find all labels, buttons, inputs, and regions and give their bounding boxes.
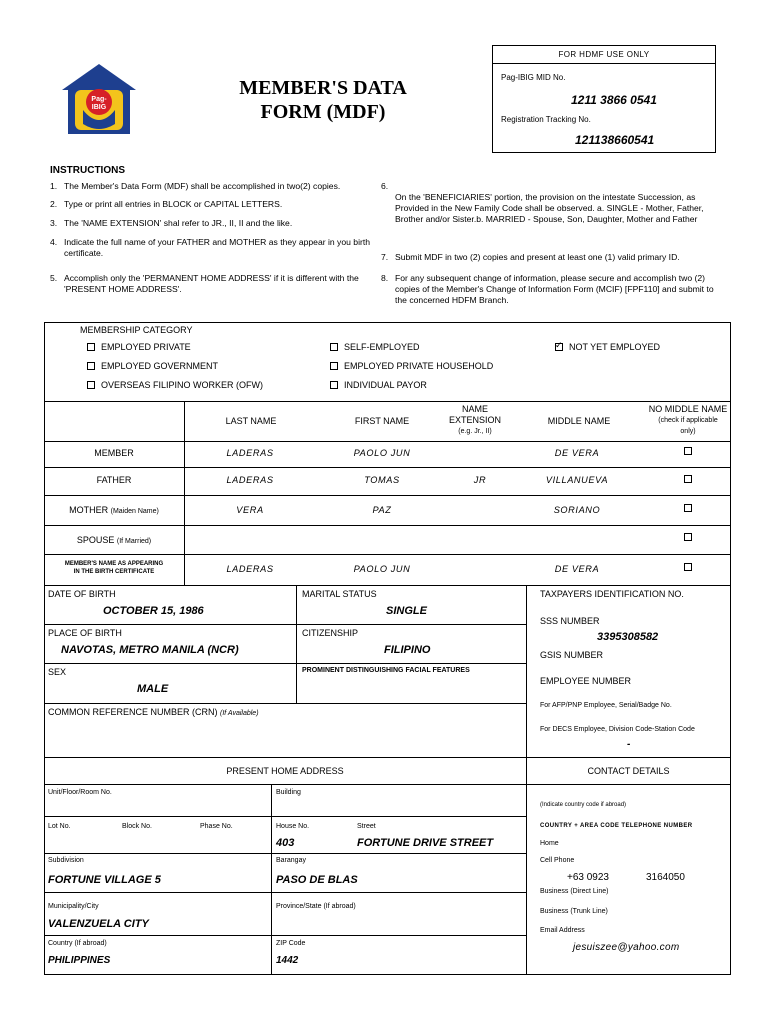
afp-pnp-label: For AFP/PNP Employee, Serial/Badge No.	[540, 702, 672, 709]
pagibig-logo	[58, 60, 140, 140]
block-label: Block No.	[122, 823, 152, 830]
house-value[interactable]: 403	[276, 837, 295, 849]
father-name-extension[interactable]: JR	[473, 475, 487, 485]
employee-number-label: EMPLOYEE NUMBER	[540, 676, 632, 686]
home-phone-label: Home	[540, 840, 559, 847]
contact-note: (Indicate country code if abroad)	[540, 802, 627, 808]
member-last-name[interactable]: LADERAS	[226, 448, 274, 458]
phase-label: Phase No.	[200, 823, 233, 830]
decs-value[interactable]: -	[627, 739, 631, 750]
business-trunk-label: Business (Trunk Line)	[540, 908, 608, 915]
mother-middle-name[interactable]: SORIANO	[553, 505, 601, 515]
header-no-middle-name: NO MIDDLE NAME (check if applicable only)	[648, 404, 728, 435]
father-first-name[interactable]: TOMAS	[364, 475, 400, 485]
instructions-title: INSTRUCTIONS	[50, 165, 125, 176]
svg-text:Pag-: Pag-	[91, 96, 107, 103]
unit-label: Unit/Floor/Room No.	[48, 789, 112, 796]
email-label: Email Address	[540, 927, 585, 934]
birthcert-no-middle-checkbox[interactable]	[684, 563, 692, 571]
mid-label: Pag-IBIG MID No.	[501, 73, 566, 82]
header-name-extension: NAME EXTENSION (e.g. Jr., II)	[448, 404, 501, 435]
row-label-member: MEMBER	[94, 448, 134, 458]
street-label: Street	[357, 823, 376, 830]
hdmf-box-title: FOR HDMF USE ONLY	[493, 46, 715, 64]
pob-value[interactable]: NAVOTAS, METRO MANILA (NCR)	[61, 644, 239, 656]
svg-text:IBIG: IBIG	[91, 104, 107, 111]
cell-phone-label: Cell Phone	[540, 857, 575, 864]
decs-label: For DECS Employee, Division Code-Station Code	[540, 726, 695, 733]
employed-government-checkbox[interactable]	[87, 362, 95, 370]
contact-title: CONTACT DETAILS	[587, 766, 670, 776]
pob-label: PLACE OF BIRTH	[48, 628, 122, 638]
father-middle-name[interactable]: VILLANUEVA	[545, 475, 609, 485]
dob-value[interactable]: OCTOBER 15, 1986	[103, 605, 204, 617]
row-label-mother: MOTHER (Maiden Name)	[69, 505, 159, 515]
tracking-label: Registration Tracking No.	[501, 115, 591, 124]
employed-private-household-checkbox[interactable]	[330, 362, 338, 370]
cell-phone-code[interactable]: +63 0923	[567, 872, 609, 883]
tracking-value: 121138660541	[575, 133, 655, 147]
hdmf-use-only-box	[492, 45, 716, 153]
gsis-label: GSIS NUMBER	[540, 650, 604, 660]
spouse-no-middle-checkbox[interactable]	[684, 533, 692, 541]
zip-label: ZIP Code	[276, 940, 306, 947]
member-first-name[interactable]: PAOLO JUN	[353, 448, 411, 458]
header-first-name: FIRST NAME	[354, 416, 410, 426]
barangay-value[interactable]: PASO DE BLAS	[276, 874, 358, 886]
individual-payor-checkbox[interactable]	[330, 381, 338, 389]
sex-label: SEX	[48, 667, 67, 677]
cell-phone-number[interactable]: 3164050	[646, 872, 685, 883]
option-individual-payor[interactable]: INDIVIDUAL PAYOR	[330, 380, 427, 390]
address-title: PRESENT HOME ADDRESS	[226, 766, 344, 776]
tin-label: TAXPAYERS IDENTIFICATION NO.	[540, 589, 684, 599]
mother-first-name[interactable]: PAZ	[372, 505, 392, 515]
marital-label: MARITAL STATUS	[302, 589, 377, 599]
sex-value[interactable]: MALE	[137, 683, 169, 695]
municipality-value[interactable]: VALENZUELA CITY	[48, 918, 149, 930]
features-label: PROMINENT DISTINGUISHING FACIAL FEATURES	[302, 667, 470, 674]
country-label: Country (If abroad)	[48, 940, 107, 947]
lot-label: Lot No.	[48, 823, 71, 830]
ofw-checkbox[interactable]	[87, 381, 95, 389]
subdivision-value[interactable]: FORTUNE VILLAGE 5	[48, 874, 161, 886]
header-last-name: LAST NAME	[225, 416, 277, 426]
mother-no-middle-checkbox[interactable]	[684, 504, 692, 512]
birthcert-first-name[interactable]: PAOLO JUN	[353, 564, 411, 574]
subdivision-label: Subdivision	[48, 857, 84, 864]
zip-value[interactable]: 1442	[276, 955, 299, 966]
house-label: House No.	[276, 823, 310, 830]
row-label-spouse: SPOUSE (If Married)	[76, 535, 152, 545]
not-yet-employed-checkbox[interactable]	[555, 343, 563, 351]
option-employed-government[interactable]: EMPLOYED GOVERNMENT	[87, 361, 218, 371]
member-no-middle-checkbox[interactable]	[684, 447, 692, 455]
birthcert-last-name[interactable]: LADERAS	[226, 564, 274, 574]
father-no-middle-checkbox[interactable]	[684, 475, 692, 483]
option-ofw[interactable]: OVERSEAS FILIPINO WORKER (OFW)	[87, 380, 263, 390]
sss-value[interactable]: 3395308582	[597, 631, 659, 643]
crn-label: COMMON REFERENCE NUMBER (CRN) (If Available)	[48, 707, 259, 717]
employed-private-checkbox[interactable]	[87, 343, 95, 351]
title-line1: MEMBER'S DATA	[239, 77, 407, 99]
mother-last-name[interactable]: VERA	[236, 505, 264, 515]
header-middle-name: MIDDLE NAME	[547, 416, 611, 426]
birthcert-middle-name[interactable]: DE VERA	[554, 564, 600, 574]
membership-category-label: MEMBERSHIP CATEGORY	[80, 325, 193, 335]
row-label-father: FATHER	[96, 475, 132, 485]
marital-value[interactable]: SINGLE	[386, 605, 427, 617]
email-value[interactable]: jesuiszee@yahoo.com	[573, 942, 680, 953]
title-line2: FORM (MDF)	[260, 101, 386, 123]
municipality-label: Municipality/City	[48, 903, 99, 910]
option-employed-private-household[interactable]: EMPLOYED PRIVATE HOUSEHOLD	[330, 361, 493, 371]
barangay-label: Barangay	[276, 857, 306, 864]
citizenship-value[interactable]: FILIPINO	[384, 644, 431, 656]
option-self-employed[interactable]: SELF-EMPLOYED	[330, 342, 420, 352]
mid-value: 1211 3866 0541	[571, 93, 657, 107]
dob-label: DATE OF BIRTH	[48, 589, 116, 599]
row-label-birth-certificate-name: MEMBER'S NAME AS APPEARING IN THE BIRTH CERTIFICATE	[64, 561, 164, 575]
option-not-yet-employed[interactable]: ✓NOT YET EMPLOYED	[555, 342, 660, 352]
country-value[interactable]: PHILIPPINES	[48, 955, 111, 966]
sss-label: SSS NUMBER	[540, 616, 600, 626]
citizenship-label: CITIZENSHIP	[302, 628, 359, 638]
contact-header: COUNTRY + AREA CODE TELEPHONE NUMBER	[540, 823, 693, 829]
business-direct-label: Business (Direct Line)	[540, 888, 609, 895]
member-middle-name[interactable]: DE VERA	[554, 448, 600, 458]
option-employed-private[interactable]: EMPLOYED PRIVATE	[87, 342, 191, 352]
province-label: Province/State (If abroad)	[276, 903, 356, 910]
father-last-name[interactable]: LADERAS	[226, 475, 274, 485]
building-label: Building	[276, 789, 301, 796]
house-logo-icon	[58, 60, 140, 140]
page-title	[208, 76, 438, 124]
self-employed-checkbox[interactable]	[330, 343, 338, 351]
street-value[interactable]: FORTUNE DRIVE STREET	[357, 837, 494, 849]
